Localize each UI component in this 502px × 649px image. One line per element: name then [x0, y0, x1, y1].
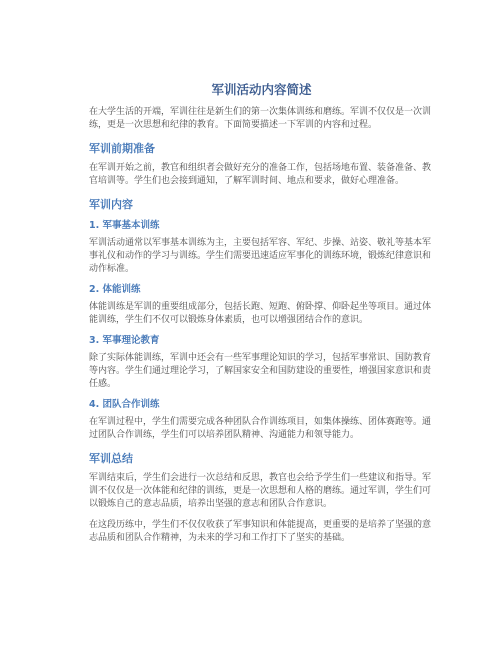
page-title: 军训活动内容简述 — [211, 82, 312, 97]
subsection-heading-physical-training: 2. 体能训练 — [89, 284, 141, 295]
subsection-heading-basic-training: 1. 军事基本训练 — [89, 220, 160, 231]
subsection-text-basic-training: 军训活动通常以军事基本训练为主，主要包括军容、军纪、步操、站姿、敬礼等基本军事礼仪和动作的学习与训练。学生们需要迅速适应军事化的训练环境，锻炼纪律意识和动作标准。 — [89, 238, 432, 274]
subsection-text-teamwork-training: 在军训过程中，学生们需要完成各种团队合作训练项目，如集体操练、团体赛跑等。通过团队合作训练，学生们可以培养团队精神、沟通能力和领导能力。 — [89, 417, 432, 440]
section-text-preparation: 在军训开始之前，教官和组织者会做好充分的准备工作，包括场地布置、装备准备、教官培训等。学生们也会接到通知，了解军训时间、地点和要求，做好心理准备。 — [89, 163, 432, 186]
intro-paragraph: 在大学生活的开端，军训往往是新生们的第一次集体训练和磨练。军训不仅仅是一次训练，更是一次思想和纪律的教育。下面简要描述一下军训的内容和过程。 — [89, 107, 432, 130]
section-heading-content: 军训内容 — [89, 198, 133, 211]
subsection-text-theory-education: 除了实际体能训练，军训中还会有一些军事理论知识的学习，包括军事常识、国防教育等内容。学生们通过理论学习，了解国家安全和国防建设的重要性，增强国家意识和责任感。 — [89, 353, 432, 389]
subsection-heading-teamwork-training: 4. 团队合作训练 — [89, 399, 160, 410]
summary-paragraph-2: 在这段历练中，学生们不仅仅收获了军事知识和体能提高，更重要的是培养了坚强的意志品质和团队合作精神，为未来的学习和工作打下了坚实的基础。 — [89, 520, 432, 543]
section-heading-summary: 军训总结 — [89, 452, 133, 465]
subsection-heading-theory-education: 3. 军事理论教育 — [89, 335, 160, 346]
section-heading-preparation: 军训前期准备 — [89, 142, 155, 155]
subsection-text-physical-training: 体能训练是军训的重要组成部分，包括长跑、短跑、俯卧撑、仰卧起坐等项目。通过体能训练，学生们不仅可以锻炼身体素质，也可以增强团结合作的意识。 — [89, 302, 432, 325]
document-body — [89, 82, 434, 549]
summary-paragraph-1: 军训结束后，学生们会进行一次总结和反思，教官也会给予学生们一些建议和指导。军训不仅仅是一次体能和纪律的训练，更是一次思想和人格的磨练。通过军训，学生们可以锻炼自己的意志品质，培养出坚强的意志和团队合作意识。 — [89, 473, 432, 509]
